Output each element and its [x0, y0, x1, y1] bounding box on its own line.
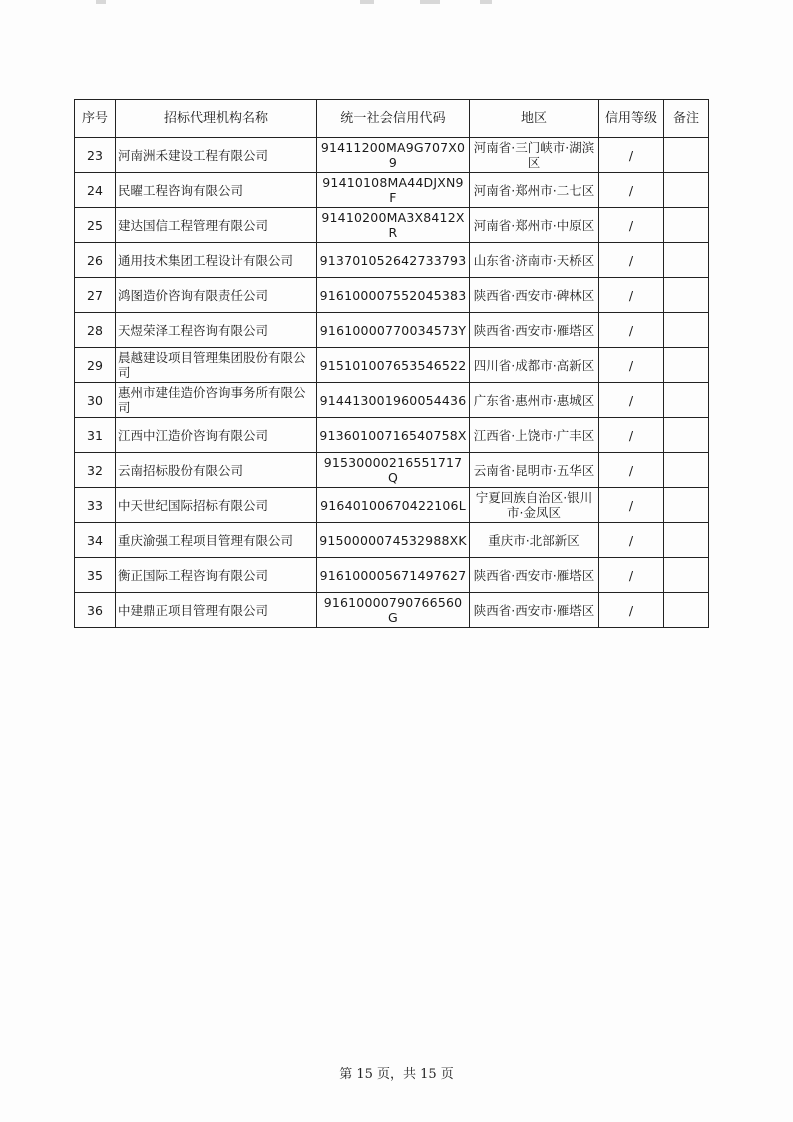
table-row — [75, 348, 709, 383]
table-row — [75, 488, 709, 523]
agency-credit-table — [74, 99, 709, 628]
row-agency-name: 晨越建设项目管理集团股份有限公司 — [116, 348, 317, 383]
row-credit-level: / — [599, 313, 664, 348]
row-credit-code: 91610000770034573Y — [317, 313, 470, 348]
row-credit-level: / — [599, 243, 664, 278]
row-region: 广东省·惠州市·惠城区 — [470, 383, 599, 418]
row-region: 陕西省·西安市·雁塔区 — [470, 593, 599, 628]
row-no: 27 — [75, 278, 116, 313]
table-row — [75, 383, 709, 418]
row-credit-level: / — [599, 593, 664, 628]
table-row — [75, 593, 709, 628]
row-credit-code: 91360100716540758X — [317, 418, 470, 453]
row-note — [664, 208, 709, 243]
row-credit-level: / — [599, 383, 664, 418]
row-credit-level: / — [599, 558, 664, 593]
row-credit-level: / — [599, 453, 664, 488]
header-credit-level: 信用等级 — [599, 100, 664, 138]
row-credit-code: 91640100670422106L — [317, 488, 470, 523]
row-note — [664, 313, 709, 348]
row-agency-name: 云南招标股份有限公司 — [116, 453, 317, 488]
table-header-row — [75, 100, 709, 138]
row-note — [664, 278, 709, 313]
row-no: 36 — [75, 593, 116, 628]
row-agency-name: 民曜工程咨询有限公司 — [116, 173, 317, 208]
row-region: 河南省·郑州市·中原区 — [470, 208, 599, 243]
row-region: 河南省·三门峡市·湖滨区 — [470, 138, 599, 173]
row-region: 陕西省·西安市·碑林区 — [470, 278, 599, 313]
row-note — [664, 348, 709, 383]
row-credit-level: / — [599, 138, 664, 173]
row-credit-code: 914413001960054436 — [317, 383, 470, 418]
row-no: 24 — [75, 173, 116, 208]
row-credit-level: / — [599, 278, 664, 313]
row-region: 陕西省·西安市·雁塔区 — [470, 558, 599, 593]
row-agency-name: 建达国信工程管理有限公司 — [116, 208, 317, 243]
scan-mark — [360, 0, 374, 4]
row-no: 23 — [75, 138, 116, 173]
row-note — [664, 418, 709, 453]
scan-mark — [480, 0, 492, 4]
row-note — [664, 453, 709, 488]
row-agency-name: 江西中江造价咨询有限公司 — [116, 418, 317, 453]
row-note — [664, 488, 709, 523]
header-note: 备注 — [664, 100, 709, 138]
row-credit-level: / — [599, 488, 664, 523]
page-number-footer: 第 15 页，共 15 页 — [339, 1067, 454, 1082]
row-credit-code: 91410108MA44DJXN9F — [317, 173, 470, 208]
row-no: 35 — [75, 558, 116, 593]
row-no: 28 — [75, 313, 116, 348]
row-no: 26 — [75, 243, 116, 278]
row-credit-level: / — [599, 208, 664, 243]
row-region: 宁夏回族自治区·银川市·金凤区 — [470, 488, 599, 523]
table-row — [75, 138, 709, 173]
row-region: 云南省·昆明市·五华区 — [470, 453, 599, 488]
row-region: 山东省·济南市·天桥区 — [470, 243, 599, 278]
row-agency-name: 中天世纪国际招标有限公司 — [116, 488, 317, 523]
row-agency-name: 重庆渝强工程项目管理有限公司 — [116, 523, 317, 558]
row-agency-name: 惠州市建佳造价咨询事务所有限公司 — [116, 383, 317, 418]
scan-mark — [420, 0, 440, 4]
row-note — [664, 243, 709, 278]
header-no: 序号 — [75, 100, 116, 138]
row-no: 32 — [75, 453, 116, 488]
table-row — [75, 243, 709, 278]
table-row — [75, 418, 709, 453]
row-note — [664, 138, 709, 173]
header-agency-name: 招标代理机构名称 — [116, 100, 317, 138]
row-region: 陕西省·西安市·雁塔区 — [470, 313, 599, 348]
row-region: 江西省·上饶市·广丰区 — [470, 418, 599, 453]
row-agency-name: 衡正国际工程咨询有限公司 — [116, 558, 317, 593]
row-agency-name: 中建鼎正项目管理有限公司 — [116, 593, 317, 628]
row-note — [664, 558, 709, 593]
row-credit-level: / — [599, 523, 664, 558]
row-credit-level: / — [599, 418, 664, 453]
table-row — [75, 558, 709, 593]
row-note — [664, 523, 709, 558]
header-region: 地区 — [470, 100, 599, 138]
row-credit-code: 916100007552045383 — [317, 278, 470, 313]
table-row — [75, 453, 709, 488]
table-row — [75, 278, 709, 313]
row-agency-name: 天煜荣泽工程咨询有限公司 — [116, 313, 317, 348]
row-credit-code: 91411200MA9G707X09 — [317, 138, 470, 173]
table-row — [75, 523, 709, 558]
row-agency-name: 通用技术集团工程设计有限公司 — [116, 243, 317, 278]
row-region: 河南省·郑州市·二七区 — [470, 173, 599, 208]
row-credit-code: 915101007653546522 — [317, 348, 470, 383]
table-row — [75, 173, 709, 208]
table-row — [75, 208, 709, 243]
header-credit-code: 统一社会信用代码 — [317, 100, 470, 138]
row-credit-level: / — [599, 348, 664, 383]
row-no: 34 — [75, 523, 116, 558]
row-region: 重庆市·北部新区 — [470, 523, 599, 558]
row-note — [664, 383, 709, 418]
row-credit-level: / — [599, 173, 664, 208]
row-no: 29 — [75, 348, 116, 383]
row-credit-code: 913701052642733793 — [317, 243, 470, 278]
scan-mark — [96, 0, 106, 4]
row-no: 25 — [75, 208, 116, 243]
row-credit-code: 91610000790766560G — [317, 593, 470, 628]
row-credit-code: 916100005671497627 — [317, 558, 470, 593]
row-note — [664, 173, 709, 208]
row-agency-name: 河南洲禾建设工程有限公司 — [116, 138, 317, 173]
row-credit-code: 9150000074532988XK — [317, 523, 470, 558]
row-agency-name: 鸿图造价咨询有限责任公司 — [116, 278, 317, 313]
row-region: 四川省·成都市·高新区 — [470, 348, 599, 383]
row-note — [664, 593, 709, 628]
row-credit-code: 91530000216551717Q — [317, 453, 470, 488]
row-no: 31 — [75, 418, 116, 453]
row-credit-code: 91410200MA3X8412XR — [317, 208, 470, 243]
row-no: 30 — [75, 383, 116, 418]
row-no: 33 — [75, 488, 116, 523]
table-row — [75, 313, 709, 348]
